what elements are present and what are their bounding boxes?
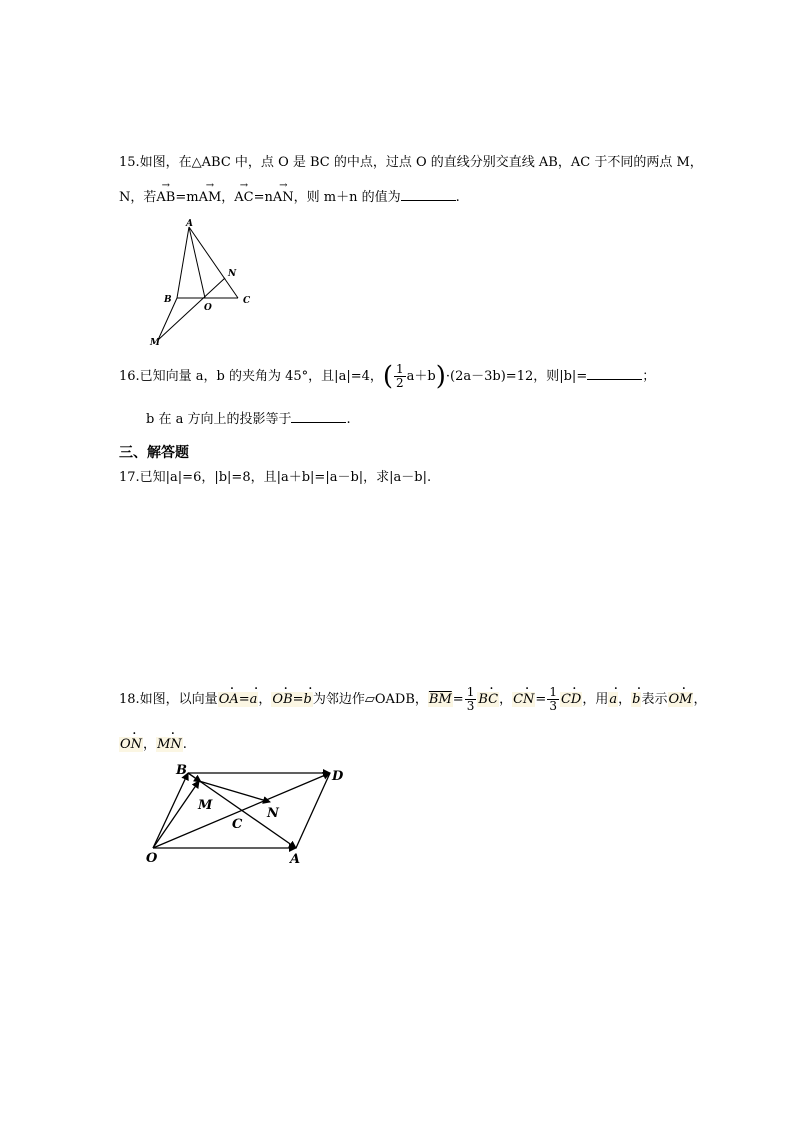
vector-bm-arrow [188,773,201,782]
label-c: C [232,817,243,832]
left-paren: ( [382,361,394,392]
q16-frac-num: 1 [396,362,404,376]
q18-comma-1: ， [258,692,272,707]
vector-b-2: · b [631,692,641,707]
label-m: M [150,338,160,348]
vector-oa: · OA=· a [218,692,259,707]
right-paren: ) [435,361,446,392]
q16-part2: a＋b [406,369,436,384]
q18-frac2-num: 1 [549,685,557,699]
vector-bc: · BC [477,692,499,707]
q15-line1: 15.如图，在△ABC 中，点 O 是 BC 的中点，过点 O 的直线分别交直线 AB，AC 于不同的两点 M， [119,155,703,170]
label-m: M [198,798,213,813]
q16-line2 [146,408,351,427]
label-a: A [186,219,193,229]
vector-cn: · CN [512,692,535,707]
q18-line1 [119,685,706,715]
vector-a-2: · a [608,692,618,707]
segment-ac [189,227,238,298]
q18-prefix: 18.如图，以向量 [119,692,218,707]
label-o: O [146,851,158,866]
q16-line2-text: b 在 a 方向上的投影等于 [146,412,292,427]
vector-om: · OM [668,692,694,707]
q18-frac1-den: 3 [466,699,475,713]
q17-text: 17.已知|a|=6，|b|=8，且|a＋b|=|a－b|，求|a－b|. [119,470,432,485]
vector-ac: → AC [234,190,253,205]
q18-use: 用 [595,692,609,707]
segment-ab [177,227,189,298]
q15-answer-blank[interactable] [401,188,456,201]
vector-b: · b [304,685,312,715]
q18-comma-6: ， [143,737,157,752]
q18-comma-5: ， [693,692,707,707]
vector-bm: $\overline{BM}$ [428,692,452,707]
vector-am: → AM [199,190,222,205]
label-d: D [332,769,344,784]
q16-line2-end: . [346,412,351,427]
vector-ob-arrow [153,773,188,848]
q15-eq1: =m [175,190,199,205]
q18-end: . [182,737,187,752]
q15-triangle-figure [145,215,260,350]
q15-line2-post: ，则 m＋n 的值为 [293,190,401,205]
q16-answer-blank-2[interactable] [291,410,346,423]
label-b: B [176,763,187,778]
q18-line2 [119,733,187,752]
q16-part3: ·(2a－3b)=12，则|b|= [445,369,588,384]
q15-line2-pre: N，若 [119,190,157,205]
q18-frac1-num: 1 [466,685,475,699]
q16-fraction [394,363,406,390]
q18-eq-1: = [452,692,464,707]
q18-mid: 为邻边作▱OADB， [312,692,428,707]
label-c: C [243,296,251,306]
q18-parallelogram-figure [140,760,355,870]
label-b: B [164,295,172,305]
segment-mn [158,278,225,340]
q16-frac-den: 2 [396,376,404,390]
vector-mn: · MN [156,737,183,752]
vector-ob: · OB=· b [271,692,312,707]
q16-line1 [119,362,655,392]
label-n: N [267,806,279,821]
q18-comma-2: ， [499,692,513,707]
q18-comma-3: ， [582,692,596,707]
q18-comma-4: ， [618,692,632,707]
q15-line2-end: . [455,190,460,205]
section-title: 三、解答题 [119,445,189,461]
q15-line2 [119,186,460,205]
q18-express: 表示 [641,692,668,707]
vector-an: → AN [273,190,294,205]
q18-eq-2: = [535,692,547,707]
vector-on: · ON [119,737,143,752]
q15-eq2: =n [253,190,273,205]
q16-part4: ； [642,369,656,384]
q18-fraction-1 [465,686,477,713]
segment-ad [296,773,330,848]
q18-fraction-2 [547,686,559,713]
vector-cd: · CD [560,692,582,707]
label-n: N [228,269,237,279]
label-o: O [204,303,212,313]
label-a: A [290,852,301,867]
vector-ab: → AB [156,190,175,205]
q15-sep: ， [221,190,235,205]
q16-part1: 16.已知向量 a，b 的夹角为 45°，且|a|=4， [119,369,383,384]
vector-a: · a [250,685,258,715]
q18-frac2-den: 3 [549,699,557,713]
q16-answer-blank-1[interactable] [587,367,642,380]
segment-ao [189,227,205,298]
